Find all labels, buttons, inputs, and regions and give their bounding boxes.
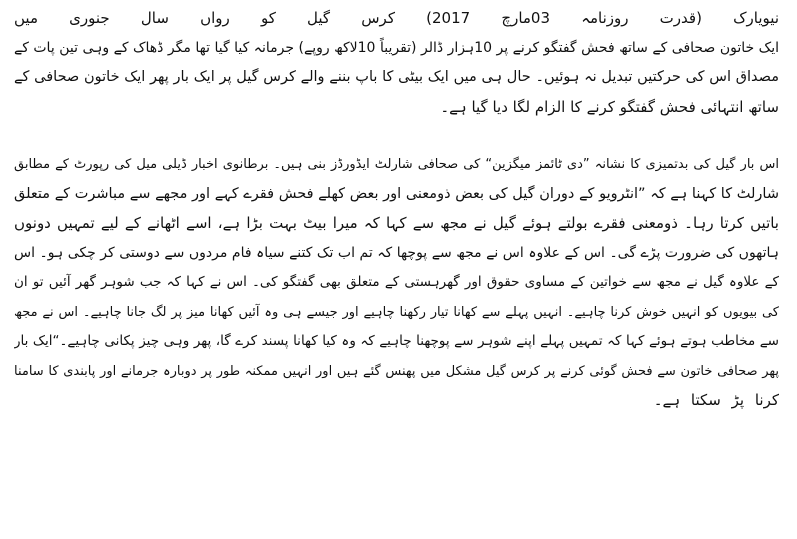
article-line: ایک خاتون صحافی کے ساتھ فحش گفتگو کرنے پر 10ہزار ڈالر (تقریباً 10لاکھ روپے) جرمانہ کیا گیا تھا مگر ڈھاک کے وہی تین پات کے [14,39,779,56]
article-line: باتیں کرتا رہا۔ ذومعنی فقرے بولتے ہوئے گیل نے مجھ سے کہا کہ میرا بیٹ بہت بڑا ہے، اسے اٹھانے کے لیے تمہیں دونوں [14,214,779,232]
article-line: نیویارک (قدرت روزنامہ 03مارچ 2017) کرس گیل کو رواں سال جنوری میں [14,9,779,27]
article-line: پھر صحافی خاتون سے فحش گوئی کرنے پر کرس گیل مشکل میں پھنس گئے ہیں اور انہیں ممکنہ طور پر دوبارہ جرمانے اور پابندی کا سامنا [14,363,779,379]
article-paragraph-body [14,150,779,416]
article-line: شارلٹ کا کہنا ہے کہ ”انٹرویو کے دوران گیل کی بعض ذومعنی اور بعض کھلے فحش فقرے کہے اور مجھے سے مباشرت کے متعلق [14,185,779,202]
article-line: سے مخاطب ہوتے ہوئے کہا کہ تمہیں پہلے اپنے شوہر سے پوچھنا چاہیے کہ وہ کیا کھانا پسند کرے گا، پھر وہی چیز پکانی چاہیے۔“ایک بار [14,333,779,349]
article-line: کی بیویوں کو انہیں خوش کرنا چاہیے۔ انہیں پہلے سے کھانا تیار رکھنا چاہیے اور جیسے ہی وہ آئیں کھانا میز پر لگ جانا چاہیے۔ اس نے مجھ [14,304,779,320]
article-line: کے علاوہ گیل نے مجھ سے خواتین کے مساوی حقوق اور گھرہستی کے متعلق بھی گفتگو کی۔ اس نے کہا کہ جب شوہر گھر آئیں تو ان [14,274,779,290]
article-line: ہاتھوں کی ضرورت پڑے گی۔ اس کے علاوہ اس نے مجھ سے پوچھا کہ تم اب تک کتنے سیاہ فام مردوں سے دوستی کر چکی ہو۔ اس [14,244,779,261]
article-line: مصداق اس کی حرکتیں تبدیل نہ ہوئیں۔ حال ہی میں ایک بیٹی کا باپ بننے والے کرس گیل پر ایک بار پھر ایک خاتون صحافی کے [14,69,779,85]
article-line: ساتھ انتہائی فحش گفتگو کرنے کا الزام لگا دیا گیا ہے۔ [440,97,779,116]
article-line: اس بار گیل کی بدتمیزی کا نشانہ ”دی ٹائمز میگزین“ کی صحافی شارلٹ ایڈورڈز بنی ہیں۔ برطانوی اخبار ڈیلی میل کی رپورٹ کے مطابق [14,157,779,172]
article-line: کرنا پڑ سکتا ہے۔ [653,391,779,409]
article-paragraph-intro [14,0,779,122]
